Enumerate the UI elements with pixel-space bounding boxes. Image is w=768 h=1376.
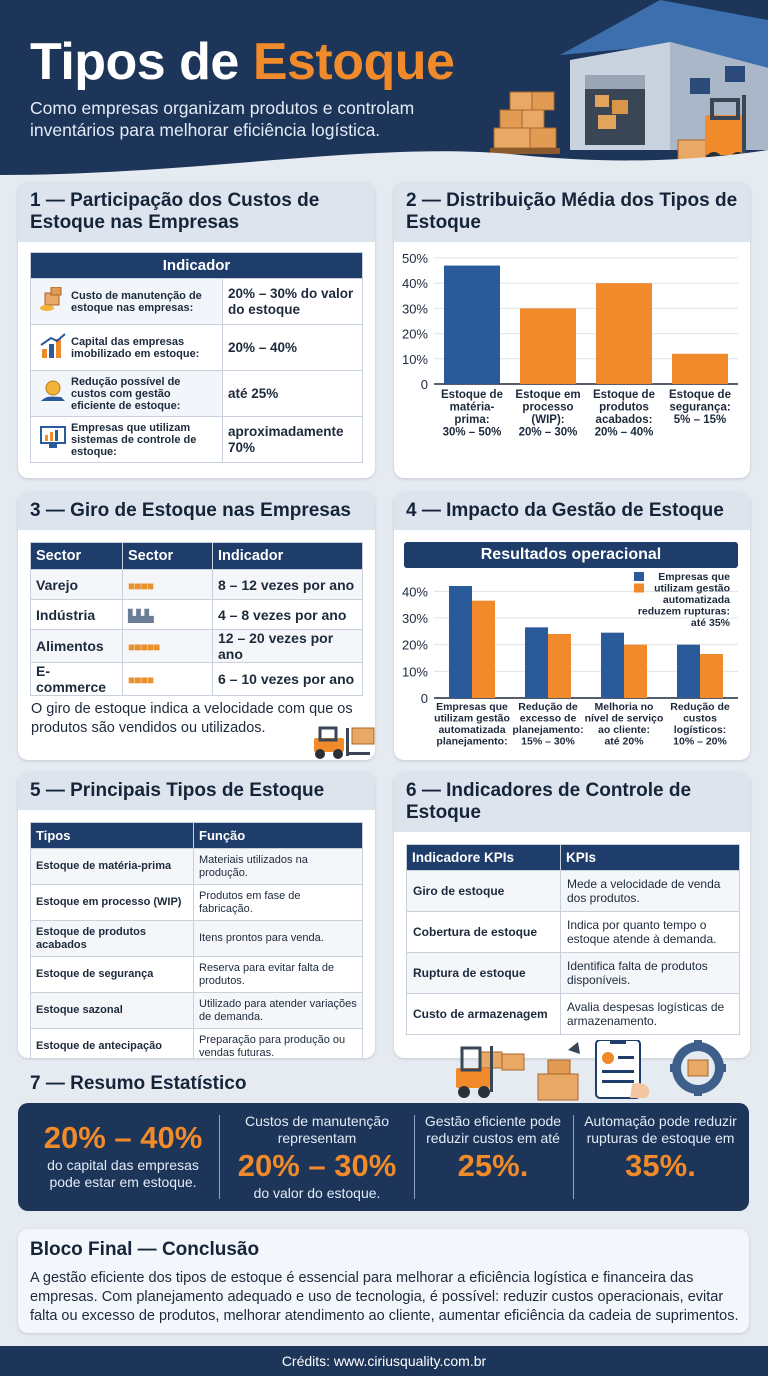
- turnover-value: 8 – 12 vezes por ano: [213, 570, 363, 600]
- stock-distribution-chart: [394, 238, 750, 478]
- section-5-table: [30, 822, 363, 1058]
- kpi-description: Avalia despesas logísticas de armazenamento.: [561, 994, 740, 1035]
- x-tick-label: 10% – 20%: [673, 735, 727, 748]
- chart-bar: [672, 354, 728, 384]
- stock-function: Utilizado para atender variações de demanda.: [194, 993, 363, 1029]
- legend-label: automatizada: [662, 594, 730, 606]
- legend-label: até 35%: [690, 617, 730, 629]
- x-tick-label: produtos: [599, 401, 649, 414]
- indicator-label-cell: [31, 417, 223, 463]
- summary-card-3-value: 25%.: [457, 1148, 529, 1183]
- x-tick-label: utilizam gestão: [434, 712, 510, 725]
- section-1-title: 1 — Participação dos Custos de Estoque nas Empresas: [18, 182, 375, 242]
- chart-bar: [596, 283, 652, 384]
- x-tick-label: Estoque de: [669, 389, 731, 401]
- x-tick-label: matéria-: [449, 401, 495, 414]
- indicator-label-cell: [31, 325, 223, 371]
- title-part1: Tipos de: [30, 33, 239, 91]
- summary-card-3-pre: Gestão eficiente pode reduzir custos em até: [424, 1113, 562, 1146]
- conclusion-title: Bloco Final — Conclusão: [30, 1239, 260, 1260]
- chart-bar: [548, 634, 571, 698]
- footer-credits: Crédits: www.ciriusquality.com.br: [0, 1346, 768, 1376]
- x-tick-label: Estoque de: [593, 389, 655, 401]
- table-row: [31, 570, 363, 600]
- sector-icons-cell: [123, 570, 213, 600]
- summary-card-2-value: 20% – 30%: [237, 1148, 397, 1183]
- x-tick-label: acabados:: [595, 414, 653, 426]
- x-tick-label: Redução de: [518, 701, 578, 713]
- results-header: Resultados operacional: [404, 542, 738, 568]
- boxes-coins-icon: [35, 287, 71, 316]
- section-7-title: 7 — Resumo Estatístico: [30, 1073, 247, 1094]
- table-row: [407, 912, 740, 953]
- section-1-table-header: Indicador: [31, 253, 363, 279]
- indicator-value: aproximadamente 70%: [223, 417, 363, 463]
- x-tick-label: segurança:: [669, 401, 731, 414]
- section-3-note: O giro de estoque indica a velocidade com que os produtos são vendidos ou utilizados.: [31, 701, 353, 736]
- x-tick-label: nível de serviço: [584, 712, 664, 725]
- stock-function: Preparação para produção ou vendas futuras.: [194, 1029, 363, 1059]
- kpi-name: Giro de estoque: [407, 871, 561, 912]
- gear-icon: [670, 1040, 726, 1096]
- sector-name: Indústria: [31, 600, 123, 630]
- kpi-name: Cobertura de estoque: [407, 912, 561, 953]
- y-tick-label: 10%: [401, 351, 428, 367]
- table-row: [31, 885, 363, 921]
- section-6-header-kpis: KPIs: [561, 845, 740, 871]
- computer-dashboard-icon: [35, 425, 71, 454]
- indicator-value: 20% – 30% do valor do estoque: [223, 279, 363, 325]
- indicator-label: Redução possível de custos com gestão eficiente de estoque:: [71, 375, 181, 412]
- x-tick-label: Estoque de: [441, 389, 503, 401]
- chart-bar: [677, 645, 700, 698]
- indicator-label-cell: [31, 371, 223, 417]
- y-tick-label: 40%: [401, 276, 428, 292]
- x-tick-label: planejamento:: [512, 724, 584, 736]
- kpi-description: Mede a velocidade de venda dos produtos.: [561, 871, 740, 912]
- stock-type: Estoque de segurança: [31, 957, 194, 993]
- stock-type: Estoque de matéria-prima: [31, 849, 194, 885]
- kpi-name: Ruptura de estoque: [407, 953, 561, 994]
- x-tick-label: excesso de: [519, 712, 577, 725]
- y-tick-label: 30%: [401, 301, 428, 317]
- x-tick-label: processo: [522, 401, 574, 414]
- indicator-label-cell: [31, 279, 223, 325]
- y-tick-label: 20%: [401, 326, 428, 342]
- indicator-label: Custo de manutenção de estoque nas empresas:: [71, 289, 202, 314]
- chart-bar: [520, 308, 576, 384]
- section-5-card: [18, 772, 375, 1058]
- forklift-icon: [456, 1046, 524, 1098]
- conclusion-body: A gestão eficiente dos tipos de estoque é essencial para melhorar a eficiência logística e financeira das empresas. Com planejamento adequado e uso de tecnologia, é possível: reduzir custos operacionais, evitar falta ou excesso de produtos, melhorar atendimento ao cliente, aumentar eficiência da cadeia de suprimentos.: [30, 1270, 739, 1324]
- section-4-card: [394, 492, 750, 760]
- stock-function: Materiais utilizados na produção.: [194, 849, 363, 885]
- management-impact-chart: [394, 570, 750, 760]
- stock-function: Reserva para evitar falta de produtos.: [194, 957, 363, 993]
- table-row: [407, 994, 740, 1035]
- box-icon: ■■■■: [128, 578, 153, 593]
- section-6-table: [406, 844, 740, 1035]
- x-tick-label: Melhoria no: [594, 701, 654, 713]
- chart-bar: [700, 654, 723, 698]
- box-icon: ■■■■■: [128, 640, 160, 654]
- sector-name: Alimentos: [31, 630, 123, 663]
- table-row: [31, 993, 363, 1029]
- conclusion-card: [18, 1229, 749, 1333]
- x-tick-label: (WIP):: [531, 414, 565, 426]
- turnover-value: 12 – 20 vezes por ano: [213, 630, 363, 663]
- x-tick-label: prima:: [454, 414, 490, 426]
- table-row: [31, 417, 363, 463]
- page-title: [30, 32, 454, 92]
- sector-name: E-commerce: [31, 663, 123, 696]
- indicator-value: até 25%: [223, 371, 363, 417]
- x-tick-label: até 20%: [604, 735, 644, 748]
- section-3-header-sector-icons: Sector: [123, 543, 213, 570]
- chart-legend: [634, 571, 731, 629]
- kpi-description: Identifica falta de produtos disponíveis.: [561, 953, 740, 994]
- section-1-card: [18, 182, 375, 478]
- table-row: [407, 953, 740, 994]
- kpi-description: Indica por quanto tempo o estoque atende à demanda.: [561, 912, 740, 953]
- sector-icons-cell: [123, 630, 213, 663]
- summary-divider: [573, 1115, 574, 1199]
- legend-swatch: [634, 572, 644, 581]
- section-3-header-indicator: Indicador: [213, 543, 363, 570]
- chart-bar: [624, 645, 647, 698]
- title-part2: Estoque: [252, 33, 455, 91]
- summary-divider: [414, 1115, 415, 1199]
- factory-icon: ▙▙▙: [128, 608, 153, 623]
- section-6-card: [394, 772, 750, 1058]
- section-2-card: [394, 182, 750, 478]
- chart-bar: [449, 586, 472, 698]
- table-row: [31, 630, 363, 663]
- indicator-label: Empresas que utilizam sistemas de controle de estoque:: [71, 421, 197, 458]
- summary-card-2: [223, 1113, 411, 1201]
- x-tick-label: logísticos:: [673, 724, 727, 736]
- summary-card-1: [28, 1119, 218, 1207]
- logistics-icons-illustration: [450, 1040, 750, 1102]
- legend-swatch: [634, 584, 644, 593]
- x-tick-label: 20% – 30%: [518, 426, 578, 439]
- table-row: [407, 871, 740, 912]
- summary-card-2-pre: Custos de manutenção representam: [245, 1113, 389, 1146]
- section-5-header-tipos: Tipos: [31, 823, 194, 849]
- table-row: [31, 371, 363, 417]
- statistical-summary: [18, 1103, 749, 1211]
- stock-type: Estoque em processo (WIP): [31, 885, 194, 921]
- indicator-label: Capital das empresas imobilizado em estoque:: [71, 335, 200, 360]
- sector-name: Varejo: [31, 570, 123, 600]
- legend-label: reduzem rupturas:: [637, 605, 730, 618]
- table-row: [31, 600, 363, 630]
- section-3-card: [18, 492, 375, 760]
- chart-bar: [525, 627, 548, 698]
- x-tick-label: 30% – 50%: [442, 426, 502, 439]
- summary-card-1-post: do capital das empresas pode estar em estoque.: [47, 1157, 199, 1190]
- section-1-table: [30, 252, 363, 463]
- stock-function: Produtos em fase de fabricação.: [194, 885, 363, 921]
- legend-label: utilizam gestão: [654, 582, 730, 595]
- sector-icons-cell: [123, 663, 213, 696]
- turnover-value: 4 – 8 vezes por ano: [213, 600, 363, 630]
- section-3-title: 3 — Giro de Estoque nas Empresas: [18, 492, 375, 530]
- forklift-icon: [308, 726, 375, 760]
- y-tick-label: 20%: [401, 637, 428, 653]
- section-6-title: 6 — Indicadores de Controle de Estoque: [394, 772, 750, 832]
- indicator-value: 20% – 40%: [223, 325, 363, 371]
- y-tick-label: 0: [420, 377, 428, 392]
- stock-type: Estoque sazonal: [31, 993, 194, 1029]
- x-tick-label: automatizada: [438, 724, 506, 736]
- table-row: [31, 1029, 363, 1059]
- sector-icons-cell: [123, 600, 213, 630]
- x-tick-label: ao cliente:: [598, 724, 650, 736]
- turnover-value: 6 – 10 vezes por ano: [213, 663, 363, 696]
- checklist-clipboard-icon: [596, 1040, 649, 1098]
- y-tick-label: 0: [420, 691, 428, 706]
- hand-coin-icon: [35, 379, 71, 408]
- y-tick-label: 30%: [401, 611, 428, 626]
- package-scanner-icon: [538, 1042, 580, 1100]
- summary-divider: [219, 1115, 220, 1199]
- summary-card-3: [418, 1113, 568, 1201]
- legend-label: Empresas que: [658, 571, 730, 583]
- table-row: [31, 849, 363, 885]
- table-row: [31, 921, 363, 957]
- chart-bar: [472, 601, 495, 698]
- header-banner: [0, 0, 768, 175]
- section-5-header-funcao: Função: [194, 823, 363, 849]
- y-tick-label: 40%: [401, 584, 428, 600]
- summary-card-4-pre: Automação pode reduzir rupturas de estoque em: [584, 1113, 737, 1146]
- x-tick-label: Empresas que: [436, 701, 508, 713]
- summary-card-2-post: do valor do estoque.: [253, 1185, 381, 1201]
- stock-type: Estoque de antecipação: [31, 1029, 194, 1059]
- section-2-title: 2 — Distribuição Média dos Tipos de Estoque: [394, 182, 750, 242]
- box-icon: ■■■■: [128, 673, 153, 687]
- section-3-header-sector: Sector: [31, 543, 123, 570]
- growth-chart-icon: [35, 333, 71, 362]
- summary-card-4: [578, 1113, 743, 1201]
- section-5-title: 5 — Principais Tipos de Estoque: [18, 772, 375, 810]
- section-3-table: [30, 542, 363, 696]
- summary-card-4-value: 35%.: [625, 1148, 696, 1183]
- stock-function: Itens prontos para venda.: [194, 921, 363, 957]
- x-tick-label: 20% – 40%: [594, 426, 654, 439]
- section-6-header-indicator: Indicadore KPIs: [407, 845, 561, 871]
- summary-card-1-value: 20% – 40%: [43, 1120, 203, 1155]
- y-tick-label: 50%: [401, 251, 428, 266]
- x-tick-label: 5% – 15%: [673, 414, 727, 426]
- x-tick-label: Redução de: [670, 701, 730, 713]
- kpi-name: Custo de armazenagem: [407, 994, 561, 1035]
- page-subtitle: Como empresas organizam produtos e controlam inventários para melhorar eficiência logística.: [30, 98, 415, 140]
- x-tick-label: custos: [683, 712, 717, 725]
- table-row: [31, 957, 363, 993]
- y-tick-label: 10%: [401, 664, 428, 680]
- header-wave: [0, 130, 768, 175]
- x-tick-label: 15% – 30%: [521, 735, 575, 748]
- chart-bar: [601, 633, 624, 698]
- x-tick-label: planejamento:: [436, 735, 508, 748]
- x-tick-label: Estoque em: [515, 389, 581, 401]
- stock-type: Estoque de produtos acabados: [31, 921, 194, 957]
- section-4-title: 4 — Impacto da Gestão de Estoque: [394, 492, 750, 530]
- chart-bar: [444, 266, 500, 384]
- table-row: [31, 279, 363, 325]
- table-row: [31, 663, 363, 696]
- table-row: [31, 325, 363, 371]
